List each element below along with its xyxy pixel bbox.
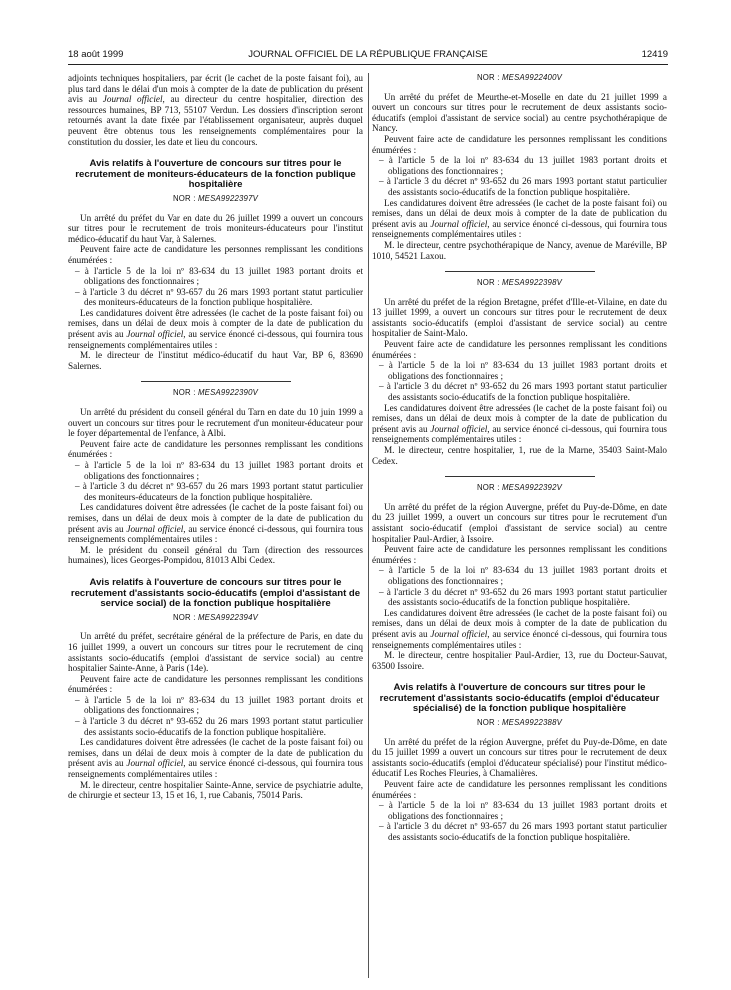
notice-saint-malo: Un arrêté du préfet de la région Bretagne, préfet d'Ille-et-Vilaine, en date du 13 juillet 1999, a ouvert un concours sur titres pour le recrutement de deux assistants socio-éducatifs (emploi d'assistant de service social) au centre hospitalier de Saint-Malo. Peuvent faire acte de candidature les personnes remplissant les conditions énumérées : – à l'article 5 de la loi nº 83-634 du 13 juillet 1983 portant droits et obligations des fonctionnaires ; – à l'article 3 du décret nº 93-652 du 26 mars 1993 portant statut particulier des assistants socio-éducatifs de la fonction publique hospitalière. Les candidatures doivent être adressées (le cachet de la poste faisant foi) ou remises, dans un délai de deux mois à compter de la date de publication du présent avis au Journal officiel, au service énoncé ci-dessous, qui fournira tous renseignements complémentaires utiles : M. le directeur, centre hospitalier, 1, rue de la Marne, 35403 Saint-Malo Cedex. bbox=[372, 296, 667, 466]
notice-tarn: Un arrêté du président du conseil général du Tarn en date du 10 juin 1999 a ouvert un concours sur titres pour le recrutement d'un moniteur-éducateur pour le foyer départemental de l'enfance, à Albi. Peuvent faire acte de candidature les personnes remplissant les conditions énumérées : – à l'article 5 de la loi nº 83-634 du 13 juillet 1983 portant droits et obligations des fonctionnaires ; – à l'article 3 du décret nº 93-657 du 26 mars 1993 portant statut particulier des moniteurs-éducateurs de la fonction publique hospitalière. Les candidatures doivent être adressées (le cachet de la poste faisant foi) ou remises, dans un délai de deux mois à compter de la date de publication du présent avis au Journal officiel, au service énoncé ci-dessous, qui fournira tous renseignements complémentaires utiles : M. le président du conseil général du Tarn (direction des ressources humaines), lices Georges-Pompidou, 81013 Albi Cedex. bbox=[68, 407, 363, 566]
section-heading-assistants-service-social: Avis relatifs à l'ouverture de concours sur titres pour le recrutement d'assistants socio-éducatifs (emploi d'assistant de service social) de la fonction publique hospitalière bbox=[70, 576, 361, 610]
nor-reference: NOR : MESA9922392V bbox=[476, 483, 563, 493]
column-separator bbox=[368, 73, 369, 978]
nor-reference: NOR : MESA9922394V bbox=[172, 612, 259, 622]
notice-chamalieres: Un arrêté du préfet de la région Auvergne, préfet du Puy-de-Dôme, en date du 15 juillet 1999 a ouvert un concours sur titres pour le recrutement de deux assistants socio-éducatifs (emploi d'éducateur spécialisé) pour l'institut médico-éducatif Les Roches Fleuries, à Chamalières. Peuvent faire acte de candidature les personnes remplissant les conditions énumérées : – à l'article 5 de la loi nº 83-634 du 13 juillet 1983 portant droits et obligations des fonctionnaires ; – à l'article 3 du décret nº 93-657 du 26 mars 1993 portant statut particulier des assistants socio-éducatifs de la fonction publique hospitalière. bbox=[372, 736, 667, 842]
left-column bbox=[68, 73, 363, 978]
section-heading-educateur-specialise: Avis relatifs à l'ouverture de concours sur titres pour le recrutement d'assistants socio-éducatifs (emploi d'éducateur spécialisé) de la fonction publique hospitalière bbox=[379, 682, 660, 715]
header-title: JOURNAL OFFICIEL DE LA RÉPUBLIQUE FRANÇAISE bbox=[248, 49, 488, 60]
notice-divider bbox=[141, 381, 291, 382]
right-column bbox=[372, 73, 667, 978]
notice-divider bbox=[445, 476, 595, 477]
page-number: 12419 bbox=[641, 49, 668, 60]
nor-reference: NOR : MESA9922398V bbox=[476, 278, 563, 288]
nor-reference: NOR : MESA9922390V bbox=[172, 388, 259, 398]
header-rule bbox=[68, 64, 668, 65]
notice-nancy: Un arrêté du préfet de Meurthe-et-Moselle en date du 21 juillet 1999 a ouvert un concours sur titres pour le recrutement de deux assistants socio-éducatifs (emploi d'assistant de service social) au centre psychothérapique de Nancy. Peuvent faire acte de candidature les personnes remplissant les conditions énumérées : – à l'article 5 de la loi nº 83-634 du 13 juillet 1983 portant droits et obligations des fonctionnaires ; – à l'article 3 du décret nº 93-652 du 26 mars 1993 portant statut particulier des assistants socio-éducatifs de la fonction publique hospitalière. Les candidatures doivent être adressées (le cachet de la poste faisant foi) ou remises, dans un délai de deux mois à compter de la date de publication du présent avis au Journal officiel, au service énoncé ci-dessous, qui fournira tous renseignements complémentaires utiles : M. le directeur, centre psychothérapique de Nancy, avenue de Maréville, BP 1010, 54521 Laxou. bbox=[372, 91, 667, 261]
section-heading-moniteurs: Avis relatifs à l'ouverture de concours sur titres pour le recrutement de moniteurs-éducateurs de la fonction publique hospitalière bbox=[75, 158, 356, 191]
intro-paragraph: adjoints techniques hospitaliers, par écrit (le cachet de la poste faisant foi), au plus tard dans le délai d'un mois à compter de la date de publication du présent avis au Journal officiel, au directeur du centre hospitalier, direction des ressources humaines, BP 713, 55107 Verdun. Les dossiers d'inscription seront retournés avant la date fixée par l'établissement organisateur, auprès duquel peuvent être obtenus tous les renseignements complémentaires pour la constitution du dossier, les date et lieu du concours. bbox=[68, 73, 363, 147]
notice-issoire: Un arrêté du préfet de la région Auvergne, préfet du Puy-de-Dôme, en date du 23 juillet 1999, a ouvert un concours sur titres pour le recrutement d'un assistant socio-éducatif (emploi d'assistant de service social) au centre hospitalier Paul-Ardier, à Issoire. Peuvent faire acte de candidature les personnes remplissant les conditions énumérées : – à l'article 5 de la loi nº 83-634 du 13 juillet 1983 portant droits et obligations des fonctionnaires ; – à l'article 3 du décret nº 93-652 du 26 mars 1993 portant statut particulier des assistants socio-éducatifs de la fonction publique hospitalière. Les candidatures doivent être adressées (le cachet de la poste faisant foi) ou remises, dans un délai de deux mois à compter de la date de publication du présent avis au Journal officiel, au service énoncé ci-dessous, qui fournira tous renseignements complémentaires utiles : M. le directeur, centre hospitalier Paul-Ardier, 13, rue du Docteur-Sauvat, 63500 Issoire. bbox=[372, 501, 667, 671]
page-header bbox=[68, 49, 668, 63]
notice-divider bbox=[445, 271, 595, 272]
notice-paris: Un arrêté du préfet, secrétaire général de la préfecture de Paris, en date du 16 juillet 1999, a ouvert un concours sur titres pour le recrutement de cinq assistants socio-éducatifs (emploi d'assistant de service social) au centre hospitalier Sainte-Anne, à Paris (14e). Peuvent faire acte de candidature les personnes remplissant les conditions énumérées : – à l'article 5 de la loi nº 83-634 du 13 juillet 1983 portant droits et obligations des fonctionnaires ; – à l'article 3 du décret nº 93-652 du 26 mars 1993 portant statut particulier des assistants socio-éducatifs de la fonction publique hospitalière. Les candidatures doivent être adressées (le cachet de la poste faisant foi) ou remises, dans un délai de deux mois à compter de la date de publication du présent avis au Journal officiel, au service énoncé ci-dessous, qui fournira tous renseignements complémentaires utiles : M. le directeur, centre hospitalier Sainte-Anne, service de psychiatrie adulte, de chirurgie et secteur 13, 15 et 16, 1, rue Cabanis, 75014 Paris. bbox=[68, 631, 363, 801]
header-date: 18 août 1999 bbox=[68, 49, 124, 60]
nor-reference: NOR : MESA9922400V bbox=[476, 73, 563, 82]
notice-var: Un arrêté du préfet du Var en date du 26 juillet 1999 a ouvert un concours sur titres pour le recrutement de trois moniteurs-éducateurs pour l'institut médico-éducatif du haut Var, à Salernes. Peuvent faire acte de candidature les personnes remplissant les conditions énumérées : – à l'article 5 de la loi nº 83-634 du 13 juillet 1983 portant droits et obligations des fonctionnaires ; – à l'article 3 du décret nº 93-657 du 26 mars 1993 portant statut particulier des moniteurs-éducateurs de la fonction publique hospitalière. Les candidatures doivent être adressées (le cachet de la poste faisant foi) ou remises, dans un délai de deux mois à compter de la date de publication du présent avis au Journal officiel, au service énoncé ci-dessous, qui fournira tous renseignements complémentaires utiles : M. le directeur de l'institut médico-éducatif du haut Var, BP 6, 83690 Salernes. bbox=[68, 212, 363, 371]
nor-reference: NOR : MESA9922397V bbox=[172, 193, 259, 203]
nor-reference: NOR : MESA9922388V bbox=[476, 718, 563, 728]
